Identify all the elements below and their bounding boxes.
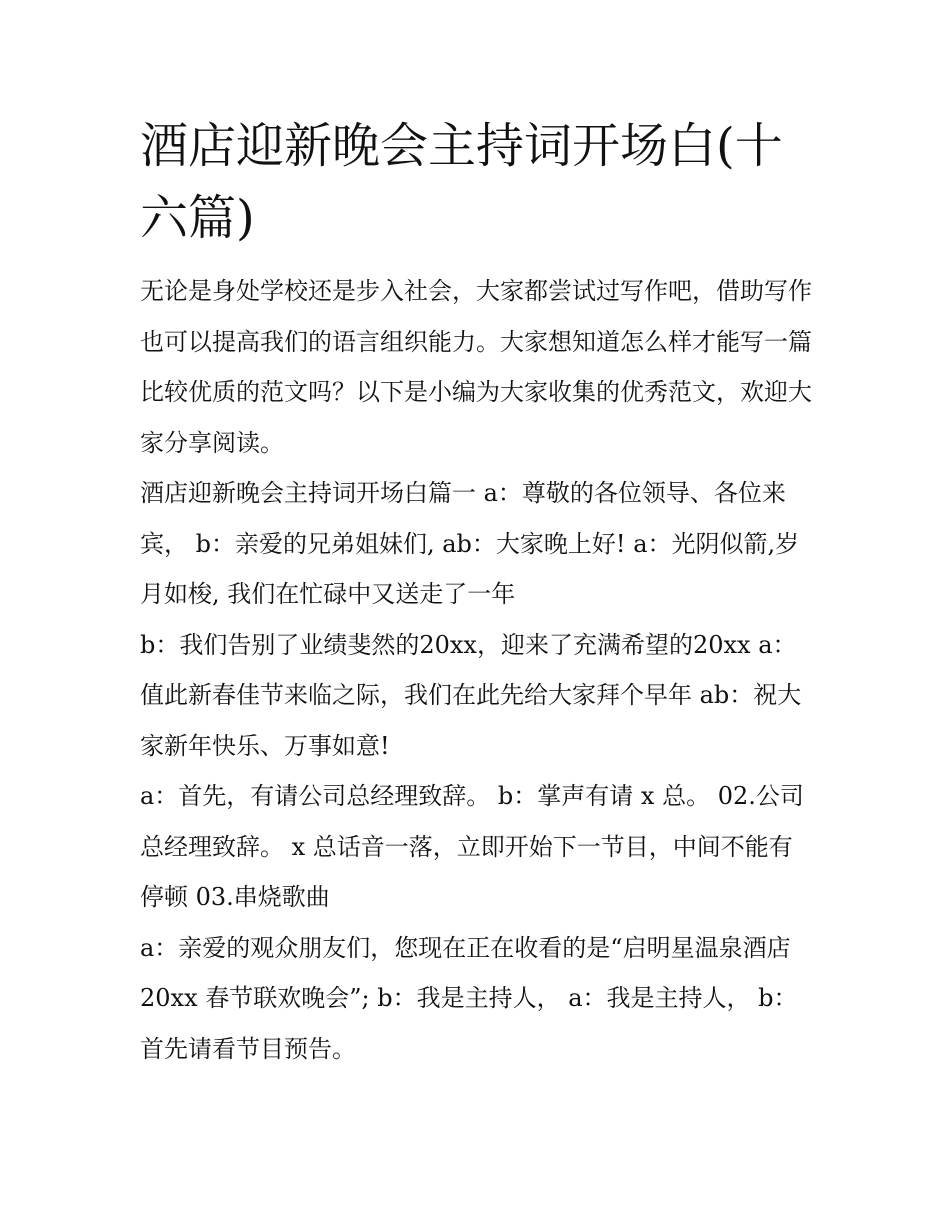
body-paragraph: 酒店迎新晚会主持词开场白篇一 a：尊敬的各位领导、各位来宾， b：亲爱的兄弟姐妹们, ab：大家晚上好! a：光阴似箭,岁月如梭, 我们在忙碌中又送走了一年 <box>140 479 800 608</box>
body-paragraph: a：亲爱的观众朋友们，您现在正在收看的是“启明星温泉酒店20xx 春节联欢晚会”; b：我是主持人， a：我是主持人， b：首先请看节目预告。 <box>140 933 798 1063</box>
body-paragraph: b：我们告别了业绩斐然的20xx，迎来了充满希望的20xx a：值此新春佳节来临之际，我们在此先给大家拜个早年 ab：祝大家新年快乐、万事如意! <box>140 630 802 760</box>
body-paragraph: a：首先，有请公司总经理致辞。 b：掌声有请 x 总。 02.公司总经理致辞。 x 总话音一落，立即开始下一节目，中间不能有停顿 03.串烧歌曲 <box>140 782 804 911</box>
intro-paragraph: 无论是身处学校还是步入社会，大家都尝试过写作吧，借助写作也可以提高我们的语言组织能力。大家想知道怎么样才能写一篇比较优质的范文吗？以下是小编为大家收集的优秀范文，欢迎大家分享阅读。 <box>140 277 812 457</box>
document-title: 酒店迎新晚会主持词开场白(十六篇) <box>140 118 783 246</box>
document-page <box>140 110 812 1074</box>
